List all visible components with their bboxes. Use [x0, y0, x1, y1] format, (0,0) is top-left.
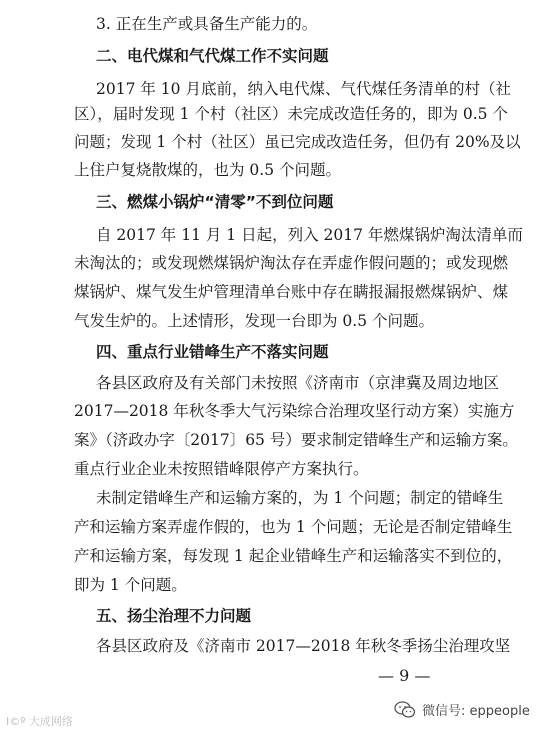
body-line: 即为 1 个问题。 [74, 576, 187, 594]
wechat-watermark [394, 700, 530, 719]
body-line: 上住户复烧散煤的，也为 0.5 个问题。 [74, 161, 342, 179]
body-line: 自 2017 年 11 月 1 日起，列入 2017 年燃煤锅炉淘汰清单而 [96, 226, 523, 244]
body-line: 未制定错峰生产和运输方案的，为 1 个问题；制定的错峰生 [96, 489, 504, 507]
watermark-left: I©º 大成网络 [6, 715, 73, 728]
section-heading-3: 三、燃煤小锅炉“清零”不到位问题 [96, 193, 334, 211]
list-item-3: 3. 正在生产或具备生产能力的。 [96, 15, 318, 33]
body-line: 问题；发现 1 个村（社区）虽已完成改造任务，但仍有 20%及以 [74, 133, 521, 151]
body-line: 2017—2018 年秋冬季大气污染综合治理攻坚行动方案）实施方 [74, 402, 515, 420]
body-line: 2017 年 10 月底前，纳入电代煤、气代煤任务清单的村（社 [96, 80, 511, 98]
body-line: 煤锅炉、煤气发生炉管理清单台账中存在瞒报漏报燃煤锅炉、煤 [74, 283, 509, 301]
wechat-id: 微信号: eppeople [422, 704, 530, 719]
body-line: 各县区政府及《济南市 2017—2018 年秋冬季扬尘治理攻坚 [96, 637, 511, 655]
body-line: 气发生炉的。上述情形，发现一台即为 0.5 个问题。 [74, 312, 435, 330]
page-number: — 9 — [378, 666, 431, 685]
section-heading-4: 四、重点行业错峰生产不落实问题 [96, 343, 329, 361]
body-line: 产和运输方案，每发现 1 起企业错峰生产和运输落实不到位的， [74, 547, 513, 565]
body-line: 各县区政府及有关部门未按照《济南市（京津冀及周边地区 [96, 374, 500, 392]
section-heading-2: 二、电代煤和气代煤工作不实问题 [96, 47, 329, 65]
body-line: 产和运输方案弄虚作假的，也为 1 个问题；无论是否制定错峰生 [74, 518, 513, 536]
body-line: 案》（济政办字〔2017〕65 号）要求制定错峰生产和运输方案。 [74, 431, 518, 449]
body-line: 区），届时发现 1 个村（社区）未完成改造任务的，即为 0.5 个 [74, 105, 508, 123]
section-heading-5: 五、扬尘治理不力问题 [96, 607, 252, 625]
wechat-icon [394, 701, 416, 719]
body-line: 重点行业企业未按照错峰限停产方案执行。 [74, 460, 369, 478]
body-line: 未淘汰的；或发现燃煤锅炉淘汰存在弄虚作假问题的；或发现燃 [74, 254, 509, 272]
